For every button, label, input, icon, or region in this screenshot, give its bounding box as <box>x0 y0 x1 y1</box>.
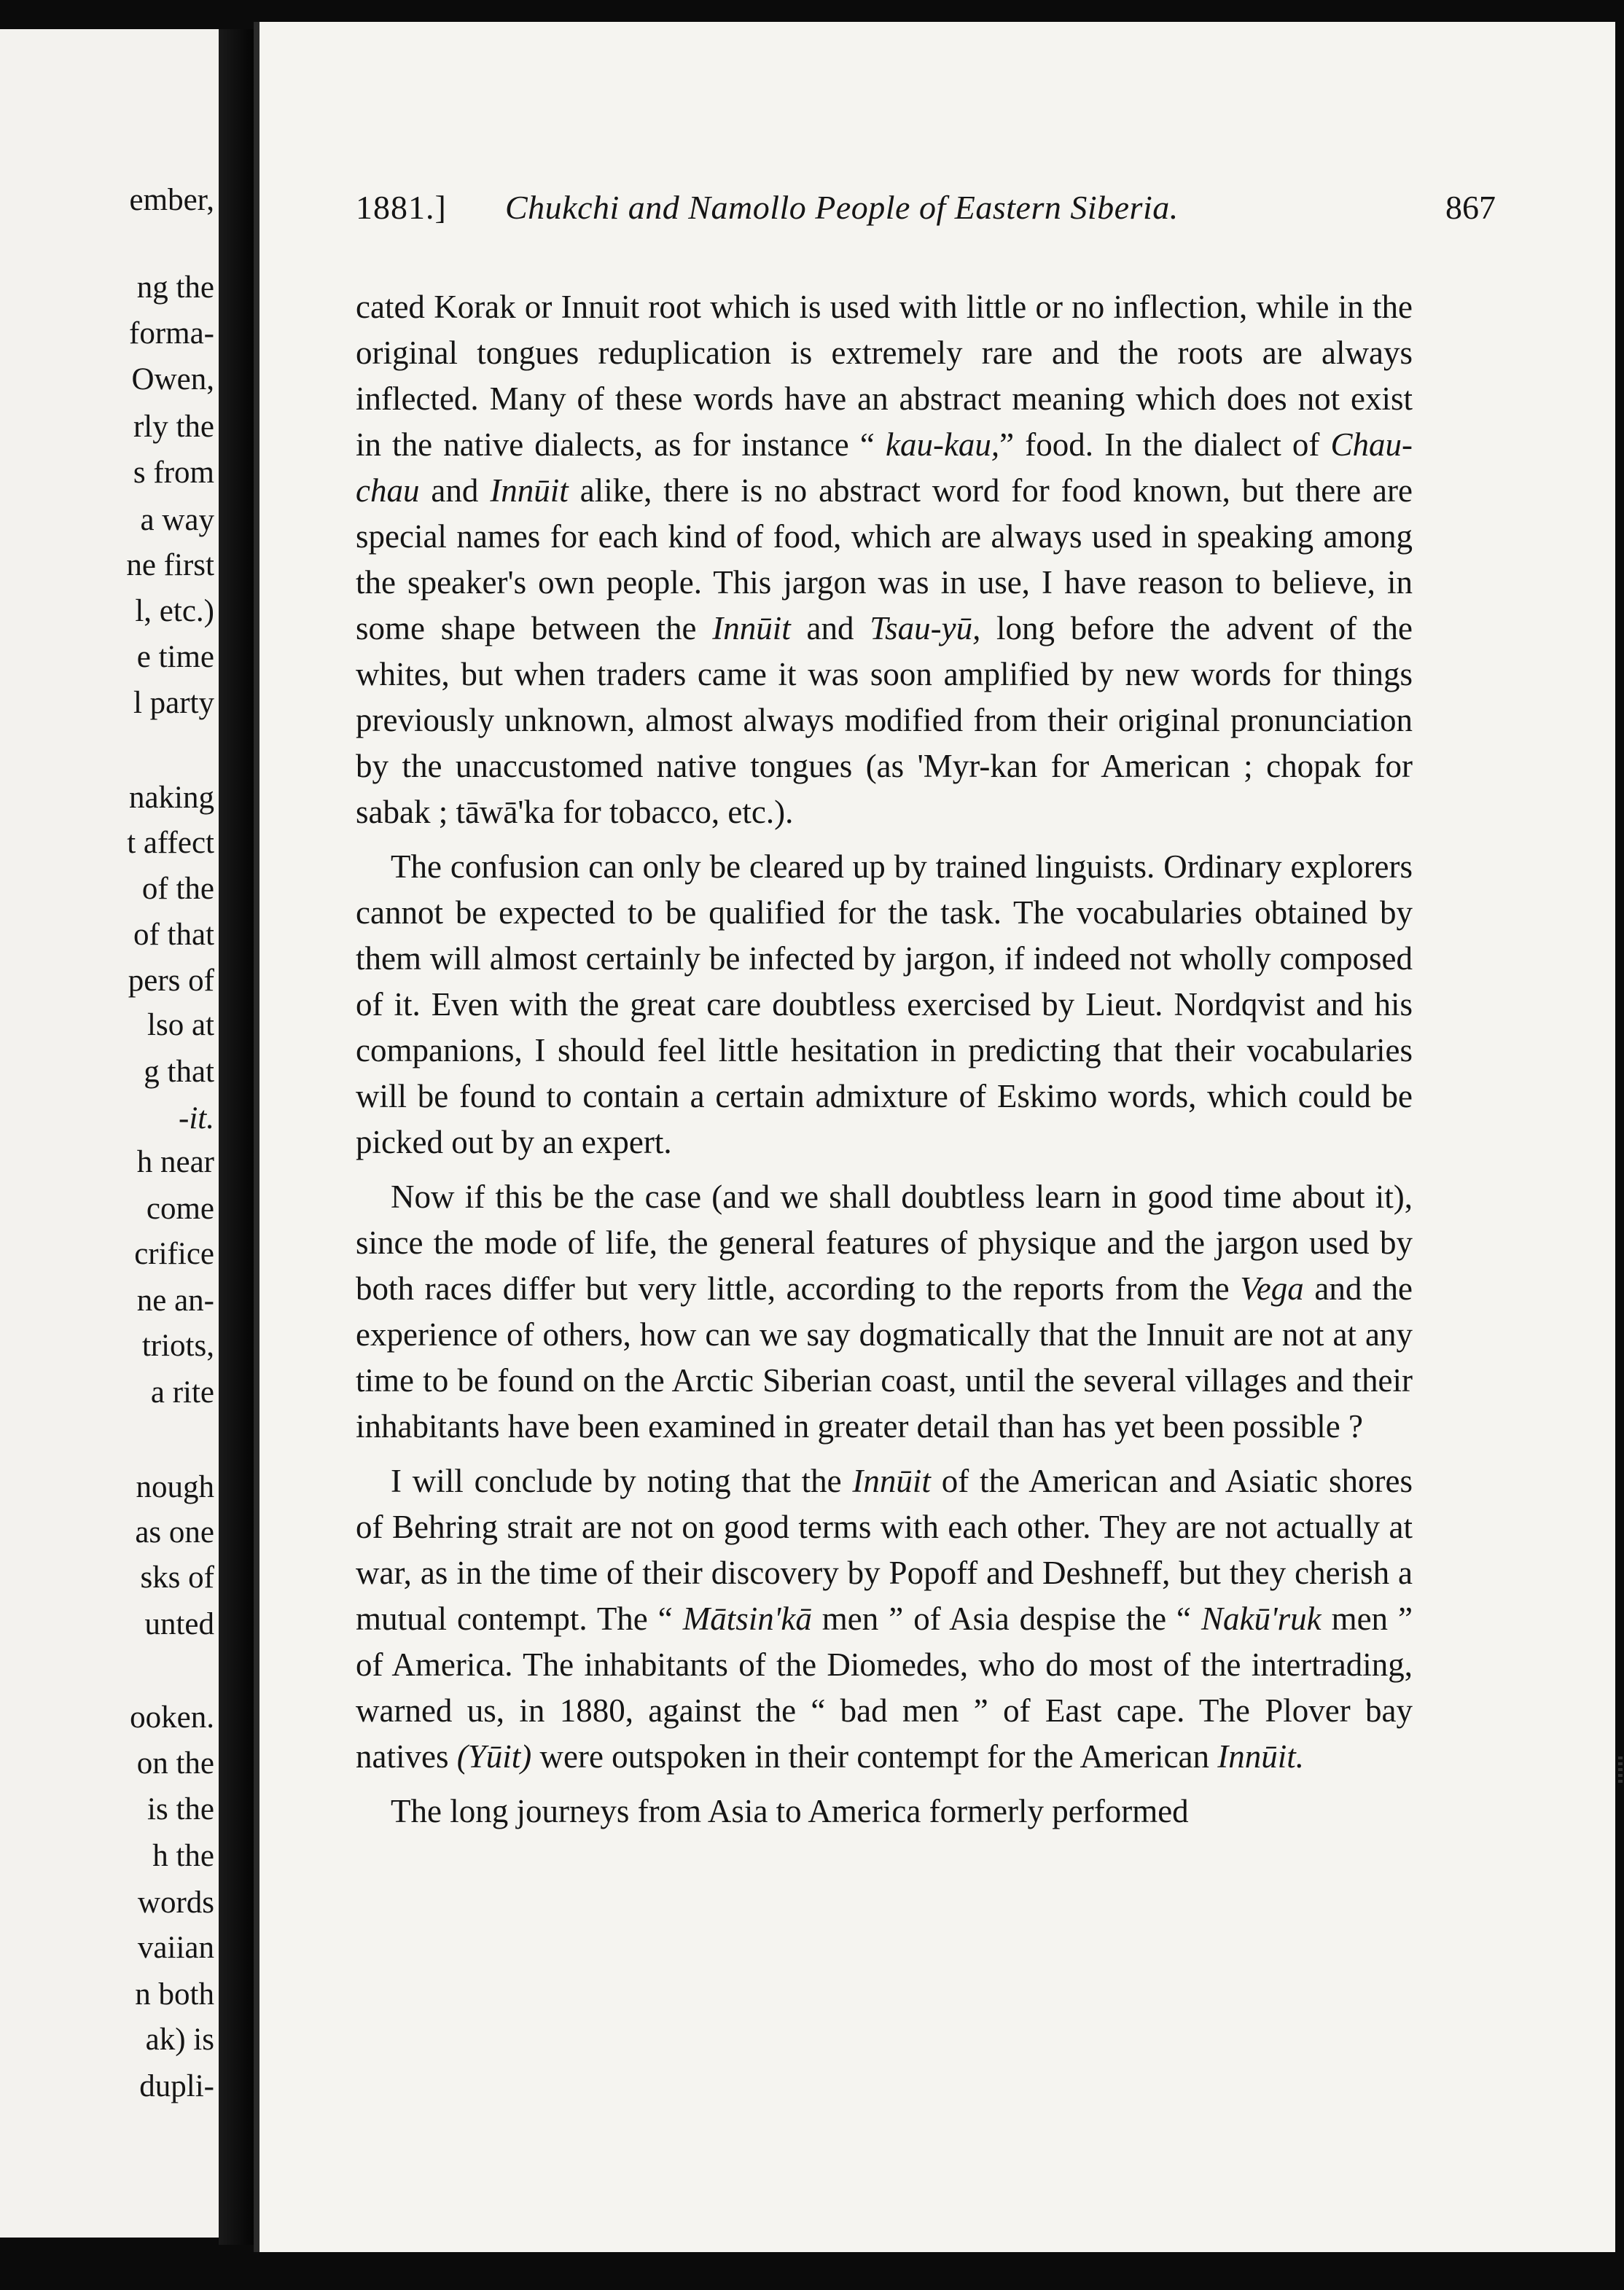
left-page-fragment: a rite <box>150 1375 214 1410</box>
italic-term: (Yūit) <box>456 1738 532 1775</box>
right-page <box>254 22 1615 2252</box>
text-run: and <box>790 610 870 646</box>
left-page-fragment: nough <box>136 1470 214 1504</box>
left-page-fragment: ng the <box>136 270 214 305</box>
header-year: 1881.] <box>356 189 447 226</box>
left-page-fragment: unted <box>144 1607 214 1641</box>
italic-term: Innūit. <box>1217 1738 1304 1775</box>
book-spine <box>219 29 254 2245</box>
left-page-fragment: is the <box>147 1792 214 1826</box>
italic-term: Innūit <box>490 472 569 509</box>
italic-term: kau-kau, <box>885 426 1000 463</box>
left-page-fragment: s from <box>133 456 214 490</box>
left-page-fragment: naking <box>128 781 214 815</box>
left-page-fragment: forma- <box>129 316 214 351</box>
left-page-fragment: ember, <box>129 183 214 217</box>
text-run: The confusion can only be cleared up by trained linguists. Ordinary explorers cannot be expected to be qualified for the task. The vocabularies obtained by them will almost certainly be infected by jargon, if indeed not wholly composed of it. Even with the great care doubtless exercised by Lieut. Nordqvist and his companions, I should feel little hesitation in predicting that their vocabularies will be found to contain a certain admixture of Eskimo words, which could be picked out by an expert. <box>356 848 1413 1160</box>
left-page-fragment: a way <box>140 503 214 537</box>
left-page-fragment: l, etc.) <box>135 594 214 628</box>
page-edge-mark <box>1618 1756 1623 1786</box>
left-page-fragment: g that <box>144 1055 214 1089</box>
left-page-fragment: rly the <box>133 410 214 444</box>
text-run: ” food. In the dialect of <box>999 426 1331 463</box>
left-page-fragment: l party <box>133 686 214 720</box>
left-page-fragment: crifice <box>134 1237 214 1271</box>
italic-term: Innūit <box>852 1463 931 1499</box>
left-page-fragment: ne first <box>126 548 214 582</box>
left-page-fragment: of that <box>133 918 214 952</box>
italic-term: Nakū'ruk <box>1201 1601 1322 1637</box>
italic-term: Tsau-yū, <box>870 610 981 646</box>
left-page-fragment: sks of <box>140 1560 214 1595</box>
text-run: and <box>419 472 491 509</box>
paragraph <box>356 1174 1413 1450</box>
left-page-fragment: ak) is <box>145 2023 214 2057</box>
body-text <box>356 284 1413 1843</box>
italic-term: Chau-chau <box>356 426 1413 509</box>
left-page-fragment: h the <box>152 1839 214 1873</box>
left-page-fragment: vaiian <box>137 1931 214 1965</box>
text-run: cated Korak or Innuit root which is used with little or no inflection, while in the original tongues reduplication is extremely rare and the roots are always inflected. Many of these words have an abstract meaning which does not exist in the native dialects, as for instance “ <box>356 289 1413 463</box>
page-number: 867 <box>1445 189 1496 226</box>
paragraph <box>356 844 1413 1165</box>
left-page-fragment: words <box>137 1885 214 1920</box>
running-title: Chukchi and Namollo People of Eastern Siberia. <box>505 189 1179 226</box>
text-run: long before the advent of the whites, but when traders came it was soon amplified by new words for things previously unknown, almost always modified from their original pronunciation by the unaccustomed native tongues (as 'Myr-kan for American ; chopak for sabak ; tāwā'ka for tobacco, etc.). <box>356 610 1413 830</box>
italic-term: Innūit <box>712 610 791 646</box>
text-run: men ” of America. The inhabitants of the Diomedes, who do most of the intertrading, warned us, in 1880, against the “ bad men ” of East cape. The Plover bay natives <box>356 1601 1413 1775</box>
left-page-fragment: ooken. <box>130 1700 214 1735</box>
left-page-fragment: h near <box>136 1145 214 1179</box>
left-page-fragment: of the <box>141 872 214 906</box>
left-page-fragment: n both <box>135 1977 214 2012</box>
text-run: The long journeys from Asia to America formerly performed <box>391 1793 1189 1829</box>
left-page-fragment: ne an- <box>136 1283 214 1318</box>
left-page-fragment: Owen, <box>131 362 214 396</box>
italic-term: Mātsin'kā <box>682 1601 812 1637</box>
left-page-fragment: lso at <box>147 1008 214 1042</box>
paragraph <box>356 1789 1413 1834</box>
paragraph <box>356 284 1413 835</box>
left-page-fragment: pers of <box>128 964 214 998</box>
left-page <box>0 29 219 2238</box>
left-page-fragment: as one <box>135 1515 214 1550</box>
text-run: of the American and Asiatic shores of Behring strait are not on good terms with each other. They are not actually at war, as in the time of their discovery by Popoff and Deshneff, but they cherish a mutual contempt. The “ <box>356 1463 1413 1637</box>
left-page-fragment: come <box>146 1192 214 1226</box>
text-run: were outspoken in their contempt for the American <box>531 1738 1218 1775</box>
text-run: I will conclude by noting that the <box>391 1463 853 1499</box>
left-page-fragment: -it. <box>179 1101 214 1136</box>
text-run: alike, there is no abstract word for food known, but there are special names for each kind of food, which are always used in speaking among the speaker's own people. This jargon was in use, I have reason to believe, in some shape between the <box>356 472 1413 646</box>
italic-term: Vega <box>1240 1270 1304 1307</box>
left-page-fragment: dupli- <box>139 2069 214 2103</box>
left-page-fragment: t affect <box>127 826 214 860</box>
left-page-fragment: on the <box>136 1746 214 1781</box>
text-run: men ” of Asia despise the “ <box>811 1601 1201 1637</box>
left-page-fragment: e time <box>136 640 214 674</box>
text-run: Now if this be the case (and we shall doubtless learn in good time about it), since the mode of life, the general features of physique and the jargon used by both races differ but very little, according to the reports from the <box>356 1179 1413 1307</box>
paragraph <box>356 1458 1413 1780</box>
left-page-fragment: triots, <box>141 1329 214 1363</box>
text-run: and the experience of others, how can we say dogmatically that the Innuit are not at any time to be found on the Arctic Siberian coast, until the several villages and their inhabitants have been examined in greater detail than has yet been possible ? <box>356 1270 1413 1445</box>
page-header <box>356 188 1624 232</box>
